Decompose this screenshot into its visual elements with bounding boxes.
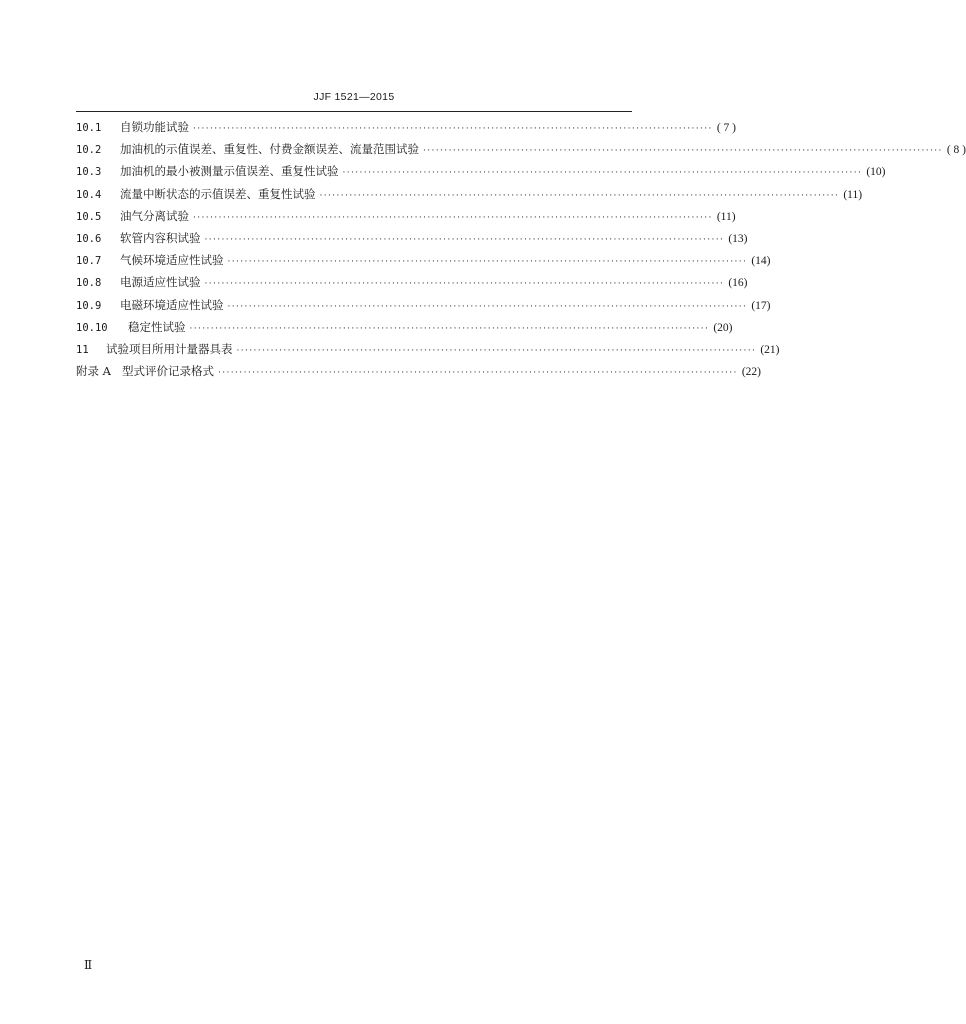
toc-leader-dots: ··························································································································	[342, 168, 863, 179]
toc-entry-title: 流量中断状态的示值误差、重复性试验	[120, 186, 316, 201]
toc-entry	[76, 319, 733, 341]
toc-entry-title: 试验项目所用计量器具表	[106, 341, 233, 356]
toc-entry-title: 型式评价记录格式	[122, 364, 214, 379]
toc-entry	[76, 363, 761, 385]
toc-leader-dots: ··························································································································	[319, 190, 840, 201]
toc-entry-page: (16)	[728, 277, 748, 290]
toc-entry-page: (21)	[760, 343, 780, 356]
toc-entry-page: (11)	[843, 188, 863, 201]
toc-entry-title: 气候环境适应性试验	[120, 253, 224, 268]
page-number: Ⅱ	[84, 958, 93, 972]
toc-entry-number: 10.1	[76, 122, 102, 134]
toc-entry-page: (14)	[751, 255, 771, 268]
header-rule	[76, 111, 632, 112]
toc-entry	[76, 274, 748, 296]
toc-leader-dots: ··························································································································	[204, 279, 725, 290]
document-code-header: JJF 1521—2015	[313, 91, 395, 103]
toc-leader-dots: ··························································································································	[218, 368, 738, 379]
toc-entry-page: (10)	[866, 166, 886, 179]
toc-entry	[76, 297, 771, 319]
toc-entry-page: (11)	[716, 210, 736, 223]
toc-entry	[76, 141, 966, 163]
toc-entry-number: 10.9	[76, 299, 102, 312]
toc-entry-page: (22)	[741, 366, 761, 379]
toc-leader-dots: ··························································································································	[193, 212, 713, 223]
toc-entry-title: 油气分离试验	[120, 208, 189, 223]
toc-entry-title: 电磁环境适应性试验	[120, 297, 224, 312]
toc-entry	[76, 230, 748, 252]
toc-entry-number: 10.8	[76, 277, 102, 290]
toc-entry-number: 10.2	[76, 144, 102, 157]
toc-entry-title: 电源适应性试验	[120, 275, 201, 290]
toc-leader-dots: ··························································································································	[227, 301, 748, 312]
toc-entry-number: 10.5	[76, 210, 102, 223]
toc-entry-number: 10.6	[76, 232, 102, 245]
toc-entry-number: 10.7	[76, 255, 102, 268]
toc-leader-dots: ··························································································································	[193, 124, 713, 134]
toc-entry	[76, 252, 771, 274]
toc-entry	[76, 163, 886, 185]
toc-leader-dots: ··························································································································	[189, 323, 710, 334]
toc-entry-number: 附录 A	[76, 364, 111, 379]
toc-entry	[76, 341, 780, 363]
toc-entry-title: 稳定性试验	[128, 319, 186, 334]
toc-entry-page: (20)	[713, 321, 733, 334]
toc-entry-number: 11	[76, 343, 89, 356]
toc-entry-page: (13)	[728, 232, 748, 245]
toc-leader-dots: ··························································································································	[423, 146, 943, 157]
toc-entry-title: 软管内容积试验	[120, 230, 201, 245]
toc-entry	[76, 119, 736, 141]
toc-entry-number: 10.4	[76, 188, 102, 201]
toc-entry-title: 自锁功能试验	[120, 120, 189, 134]
table-of-contents	[76, 119, 966, 385]
toc-entry-title: 加油机的最小被测量示值误差、重复性试验	[120, 164, 339, 179]
toc-entry	[76, 186, 863, 208]
toc-entry-number: 10.10	[76, 321, 108, 334]
toc-leader-dots: ··························································································································	[236, 345, 757, 356]
toc-entry-title: 加油机的示值误差、重复性、付费金额误差、流量范围试验	[120, 142, 419, 157]
toc-entry-page: ( 8 )	[946, 144, 966, 157]
toc-entry-number: 10.3	[76, 166, 102, 179]
toc-entry	[76, 208, 736, 230]
toc-leader-dots: ··························································································································	[227, 257, 748, 268]
toc-entry-page: ( 7 )	[716, 122, 736, 134]
toc-leader-dots: ··························································································································	[204, 234, 725, 245]
toc-entry-page: (17)	[751, 299, 771, 312]
